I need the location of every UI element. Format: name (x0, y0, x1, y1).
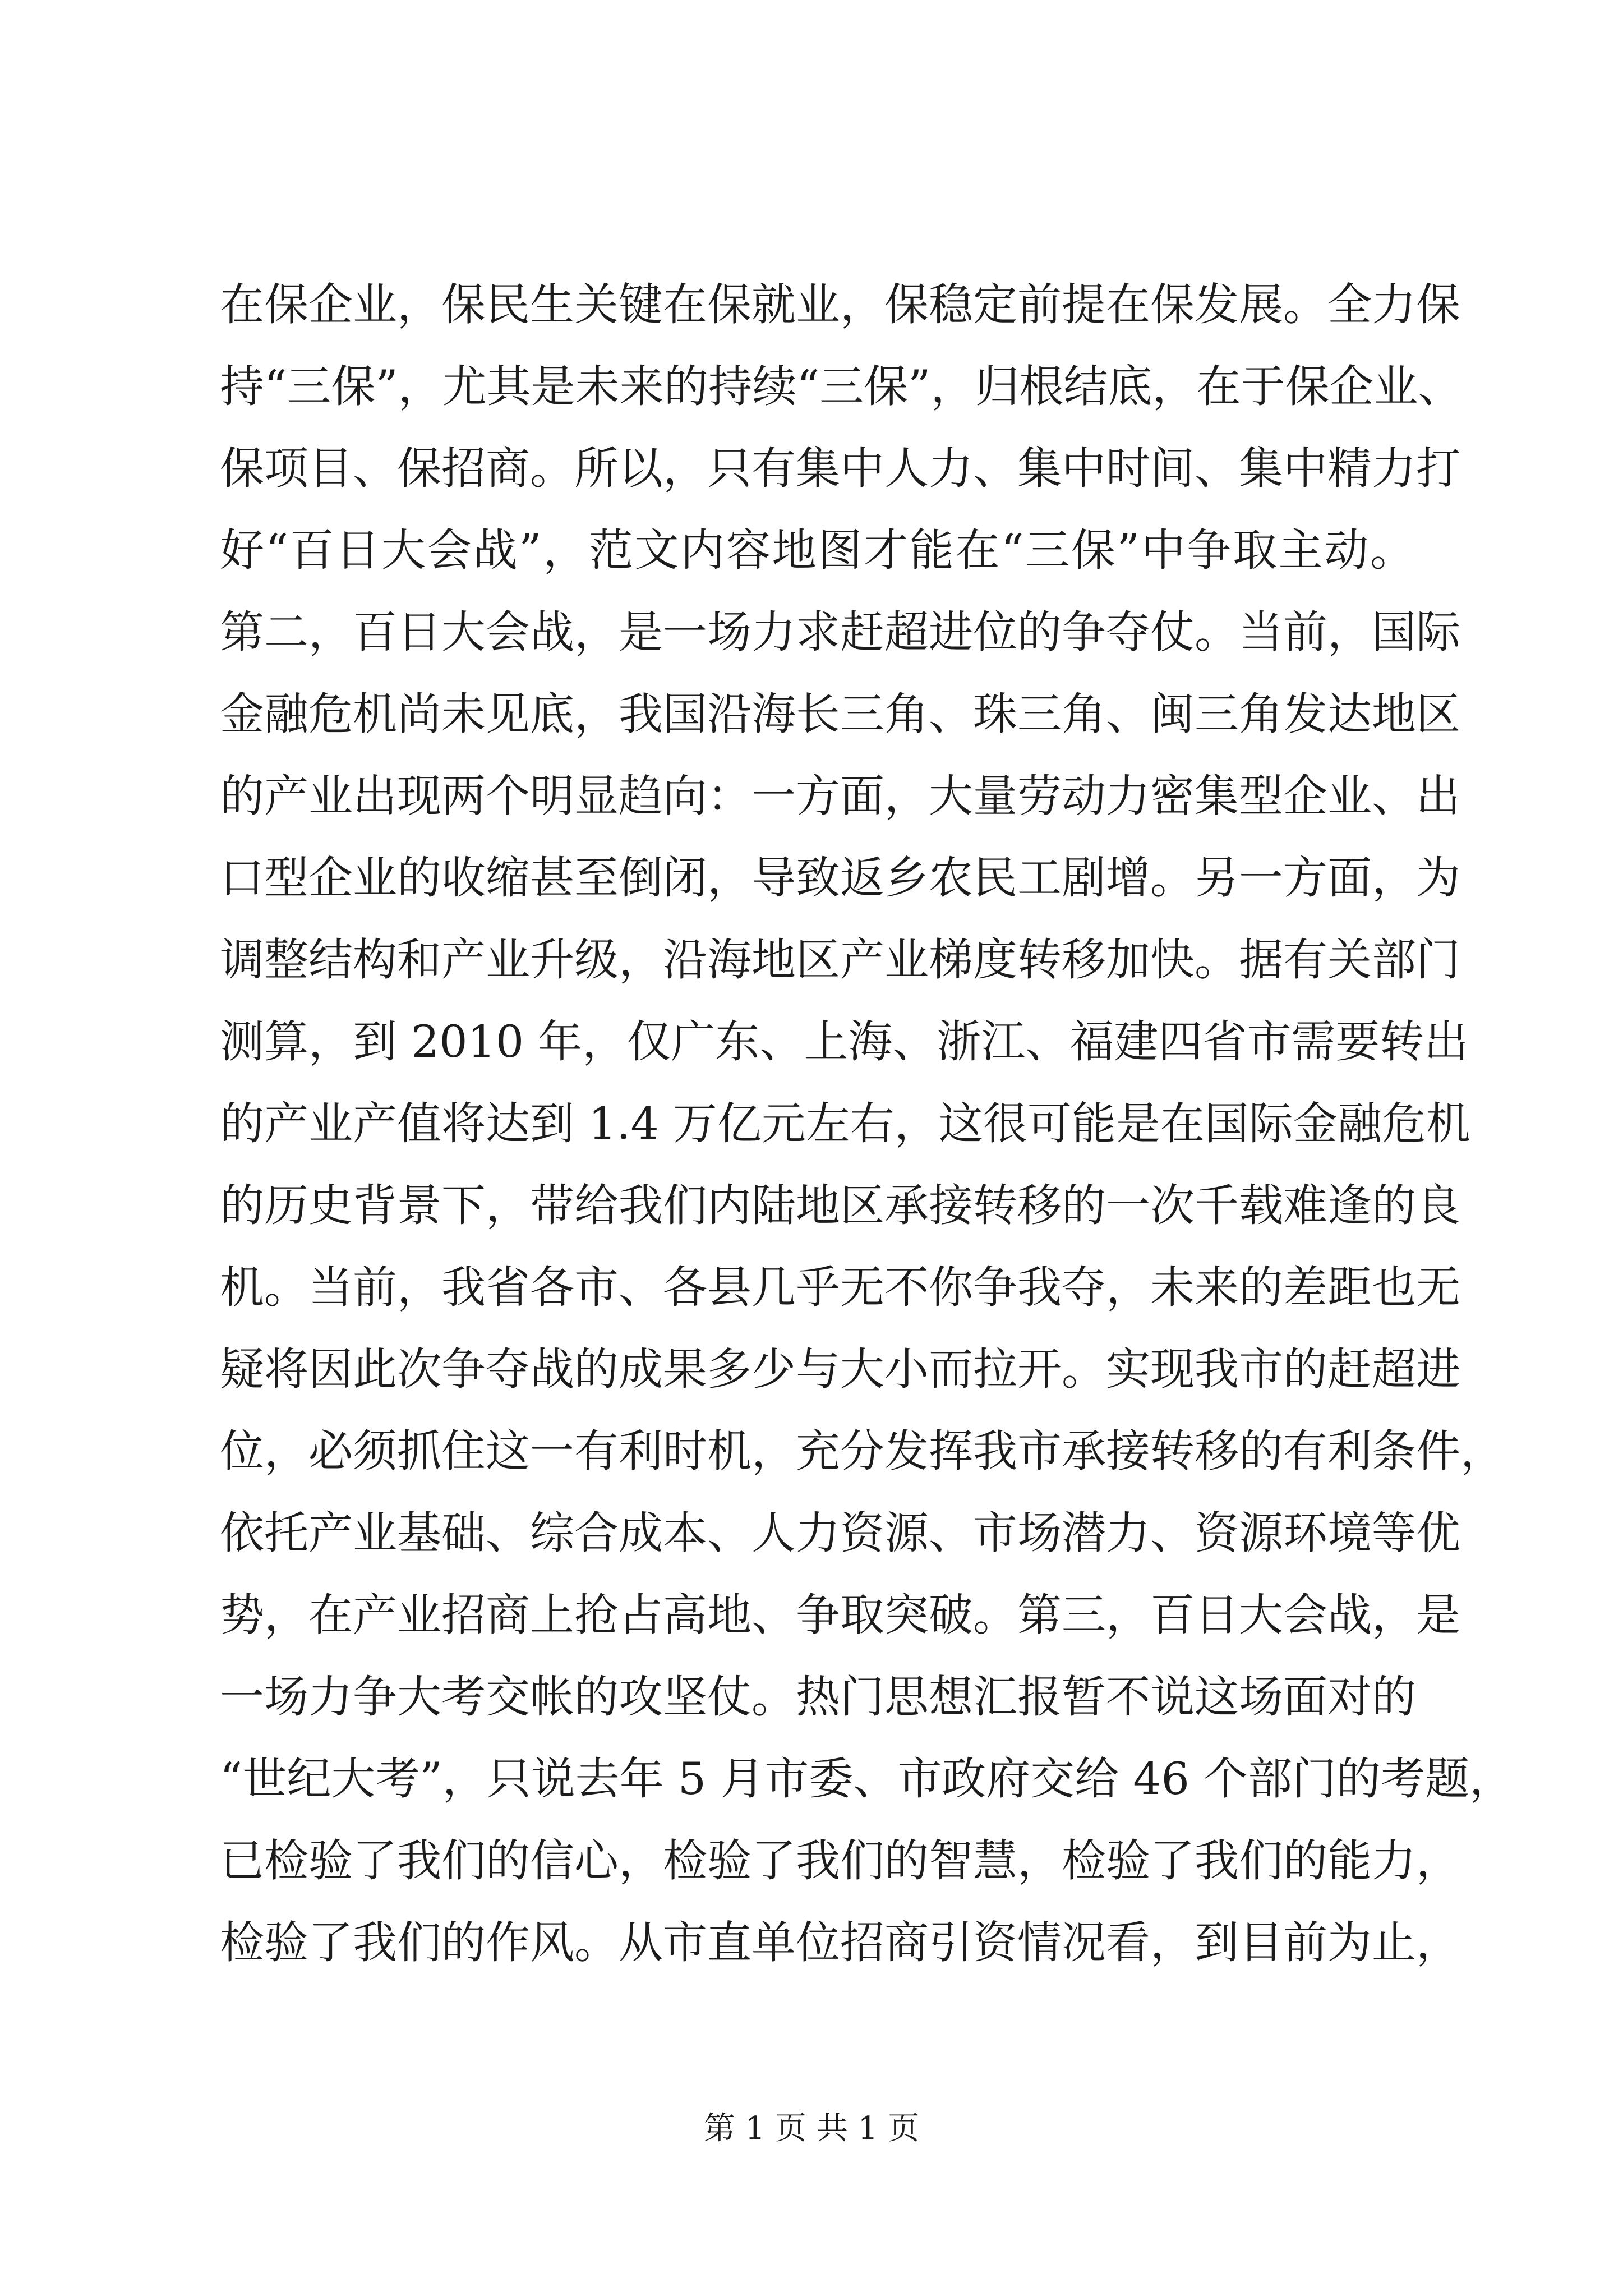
text-line: 依托产业基础、综合成本、人力资源、市场潜力、资源环境等优 (220, 1507, 1460, 1559)
text-line: “世纪大考”，只说去年 5 月市委、市政府交给 46 个部门的考题， (220, 1753, 1514, 1805)
body-text (220, 264, 1514, 1984)
text-line: 的产业出现两个明显趋向：一方面，大量劳动力密集型企业、出 (220, 770, 1460, 822)
text-line: 口型企业的收缩甚至倒闭，导致返乡农民工剧增。另一方面，为 (220, 852, 1460, 904)
text-line: 位，必须抓住这一有利时机，充分发挥我市承接转移的有利条件， (220, 1425, 1505, 1477)
text-line: 第二，百日大会战，是一场力求赶超进位的争夺仗。当前，国际 (220, 606, 1460, 658)
text-line: 在保企业，保民生关键在保就业，保稳定前提在保发展。全力保 (220, 279, 1460, 330)
text-line: 检验了我们的作风。从市直单位招商引资情况看，到目前为止， (220, 1917, 1460, 1968)
page-footer: 第 1 页 共 1 页 (703, 2110, 920, 2147)
text-line: 的产业产值将达到 1.4 万亿元左右，这很可能是在国际金融危机 (220, 1098, 1470, 1149)
text-line: 持“三保”，尤其是未来的持续“三保”，归根结底，在于保企业、 (220, 361, 1463, 412)
text-line: 已检验了我们的信心，检验了我们的智慧，检验了我们的能力， (220, 1835, 1460, 1887)
text-line: 机。当前，我省各市、各县几乎无不你争我夺，未来的差距也无 (220, 1262, 1460, 1313)
text-line: 一场力争大考交帐的攻坚仗。热门思想汇报暂不说这场面对的 (220, 1671, 1416, 1723)
text-line: 金融危机尚未见底，我国沿海长三角、珠三角、闽三角发达地区 (220, 688, 1460, 740)
text-line: 的历史背景下，带给我们内陆地区承接转移的一次千载难逢的良 (220, 1180, 1460, 1231)
text-line: 保项目、保招商。所以，只有集中人力、集中时间、集中精力打 (220, 443, 1460, 494)
text-line: 测算，到 2010 年，仅广东、上海、浙江、福建四省市需要转出 (220, 1016, 1469, 1068)
text-line: 势，在产业招商上抢占高地、争取突破。第三，百日大会战，是 (220, 1589, 1460, 1641)
text-line: 好“百日大会战”，范文内容地图才能在“三保”中争取主动。 (220, 524, 1414, 576)
text-line: 调整结构和产业升级，沿海地区产业梯度转移加快。据有关部门 (220, 934, 1460, 986)
text-line: 疑将因此次争夺战的成果多少与大小而拉开。实现我市的赶超进 (220, 1343, 1460, 1395)
